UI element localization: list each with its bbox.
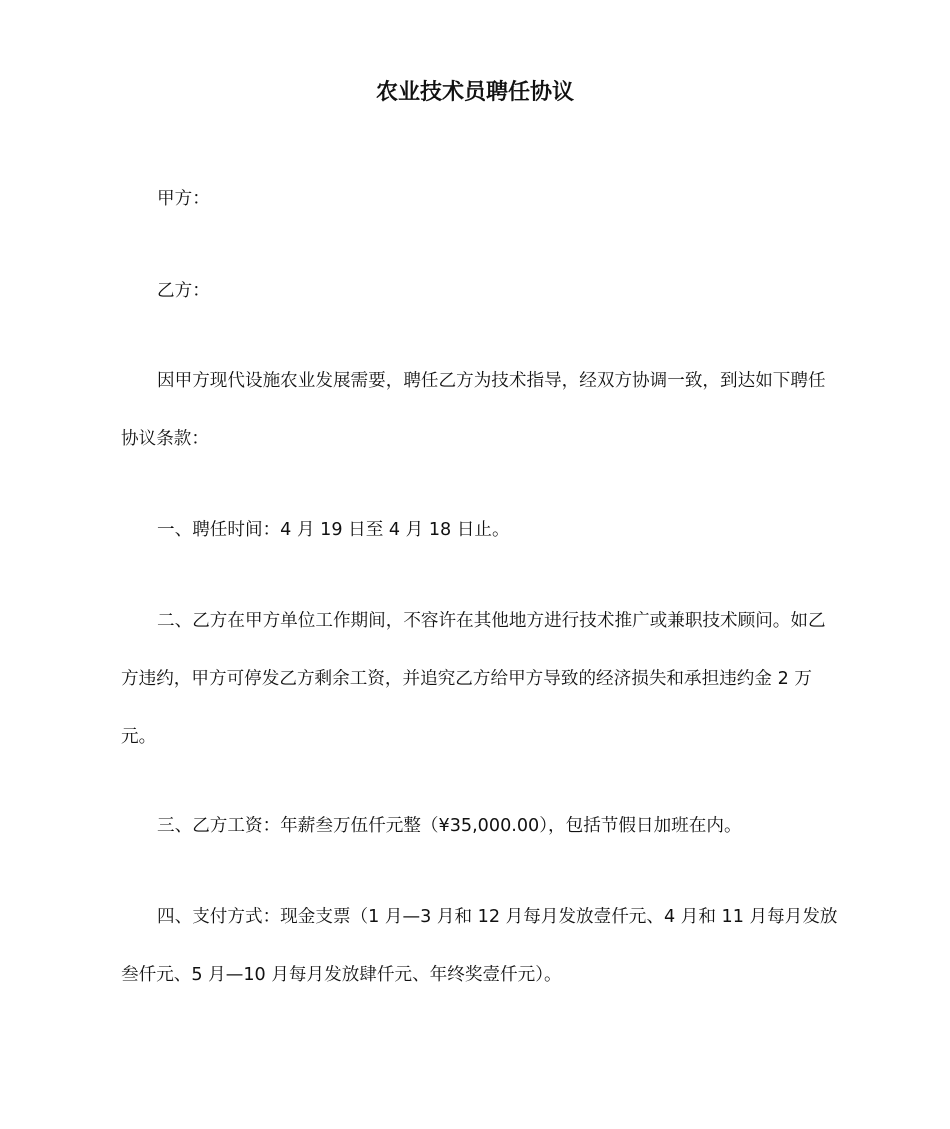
clause-4-payment: 四、支付方式：现金支票（1 月—3 月和 12 月每月发放壹仟元、4 月和 11 月每月发放叁仟元、5 月—10 月每月发放肆仟元、年终奖壹仟元）。 <box>121 907 838 985</box>
document-title: 农业技术员聘任协议 <box>375 80 574 105</box>
clause-1-term: 一、聘任时间：4 月 19 日至 4 月 18 日止。 <box>157 520 510 540</box>
party-a-line: 甲方： <box>157 189 210 209</box>
clause-2-restriction: 二、乙方在甲方单位工作期间，不容许在其他地方进行技术推广或兼职技术顾问。如乙方违约，甲方可停发乙方剩余工资，并追究乙方给甲方导致的经济损失和承担违约金 2 万元。 <box>121 611 826 747</box>
clause-3-salary: 三、乙方工资：年薪叁万伍仟元整（¥35,000.00），包括节假日加班在内。 <box>157 816 742 836</box>
party-b-line: 乙方： <box>157 281 210 301</box>
intro-paragraph: 因甲方现代设施农业发展需要，聘任乙方为技术指导，经双方协调一致，到达如下聘任协议条款： <box>121 371 826 449</box>
